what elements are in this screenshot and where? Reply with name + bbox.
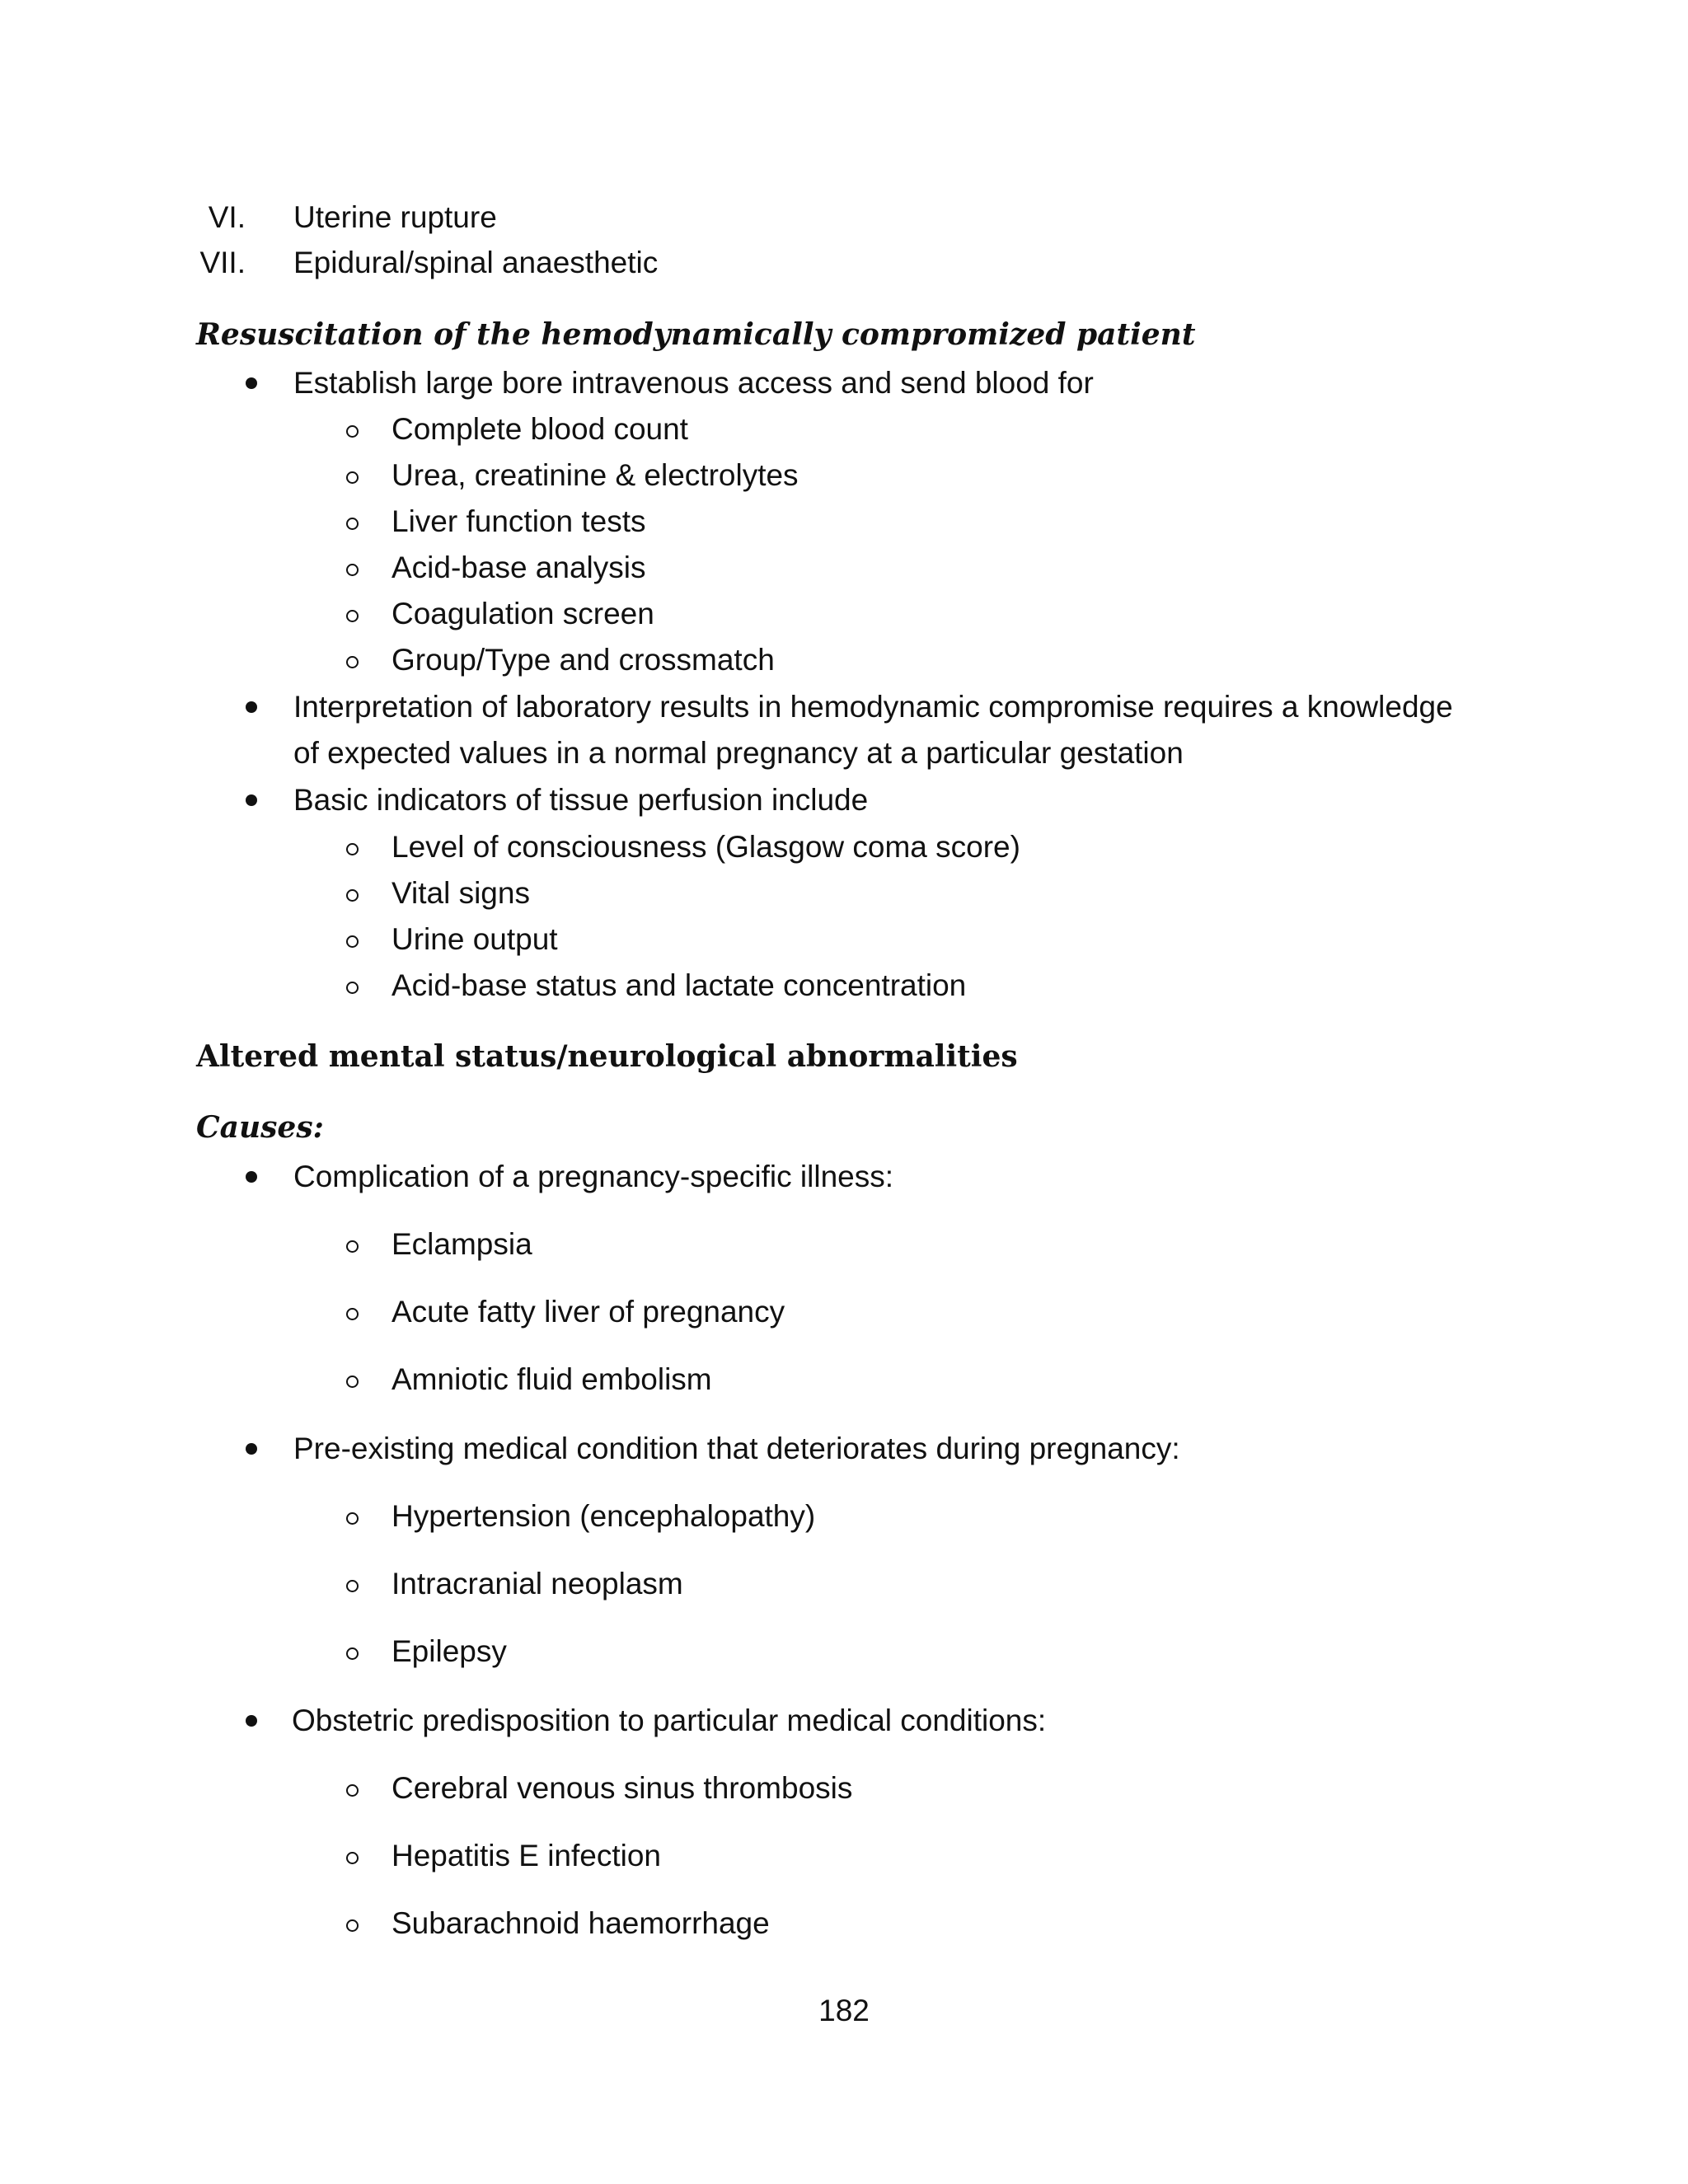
sub-item-text: Group/Type and crossmatch (392, 643, 775, 677)
sub-item-text: Level of consciousness (Glasgow coma score) (392, 830, 1020, 864)
circle-bullet-icon (346, 1512, 359, 1525)
section-heading: Resuscitation of the hemodynamically compromized patient (196, 317, 1196, 352)
bullet-text: Establish large bore intravenous access and send blood for (293, 366, 1094, 400)
sub-item-text: Cerebral venous sinus thrombosis (392, 1771, 853, 1805)
sub-item-text: Liver function tests (392, 504, 646, 538)
sub-item-text: Hypertension (encephalopathy) (392, 1499, 816, 1533)
circle-bullet-icon (346, 471, 359, 484)
circle-bullet-icon (346, 425, 359, 438)
circle-bullet-icon (346, 1647, 359, 1660)
circle-bullet-icon (346, 1580, 359, 1592)
bullet-icon (246, 794, 257, 806)
sub-item-text: Acid-base status and lactate concentration (392, 968, 967, 1002)
page-number: 182 (818, 1994, 870, 2027)
circle-bullet-icon (346, 610, 359, 622)
circle-bullet-icon (346, 1376, 359, 1388)
bullet-text: Interpretation of laboratory results in hemodynamic compromise requires a knowledge (293, 690, 1453, 724)
section-heading: Altered mental status/neurological abnormalities (196, 1039, 1018, 1074)
sub-item-text: Acid-base analysis (392, 551, 646, 584)
circle-bullet-icon (346, 1784, 359, 1797)
roman-numeral: VII. (199, 246, 246, 279)
sub-item-text: Complete blood count (392, 412, 688, 446)
sub-item-text: Eclampsia (392, 1227, 532, 1261)
bullet-icon (246, 1715, 257, 1727)
bullet-text: Pre-existing medical condition that deteriorates during pregnancy: (293, 1432, 1180, 1465)
bullet-text: Complication of a pregnancy-specific illness: (293, 1160, 894, 1193)
roman-item-text: Uterine rupture (293, 200, 497, 234)
circle-bullet-icon (346, 1240, 359, 1253)
sub-item-text: Epilepsy (392, 1634, 507, 1668)
sub-item-text: Vital signs (392, 876, 530, 910)
bullet-icon (246, 377, 257, 389)
sub-item-text: Subarachnoid haemorrhage (392, 1906, 770, 1940)
circle-bullet-icon (346, 1852, 359, 1864)
bullet-icon (246, 1443, 257, 1455)
circle-bullet-icon (346, 518, 359, 530)
roman-item-text: Epidural/spinal anaesthetic (293, 246, 659, 279)
sub-item-text: Intracranial neoplasm (392, 1567, 683, 1601)
sub-item-text: Urea, creatinine & electrolytes (392, 458, 799, 492)
circle-bullet-icon (346, 982, 359, 994)
section-subheading: Causes: (196, 1110, 324, 1145)
sub-item-text: Acute fatty liver of pregnancy (392, 1295, 785, 1329)
circle-bullet-icon (346, 843, 359, 855)
circle-bullet-icon (346, 1919, 359, 1932)
bullet-text: Obstetric predisposition to particular medical conditions: (292, 1704, 1047, 1737)
bullet-text: of expected values in a normal pregnancy at a particular gestation (293, 736, 1184, 770)
sub-item-text: Coagulation screen (392, 597, 654, 630)
circle-bullet-icon (346, 1308, 359, 1320)
circle-bullet-icon (346, 564, 359, 576)
sub-item-text: Urine output (392, 922, 558, 956)
sub-item-text: Amniotic fluid embolism (392, 1362, 712, 1396)
circle-bullet-icon (346, 935, 359, 948)
bullet-icon (246, 701, 257, 713)
sub-item-text: Hepatitis E infection (392, 1839, 662, 1872)
bullet-text: Basic indicators of tissue perfusion include (293, 783, 869, 817)
circle-bullet-icon (346, 656, 359, 668)
roman-numeral: VI. (208, 200, 246, 234)
circle-bullet-icon (346, 889, 359, 902)
bullet-icon (246, 1171, 257, 1183)
